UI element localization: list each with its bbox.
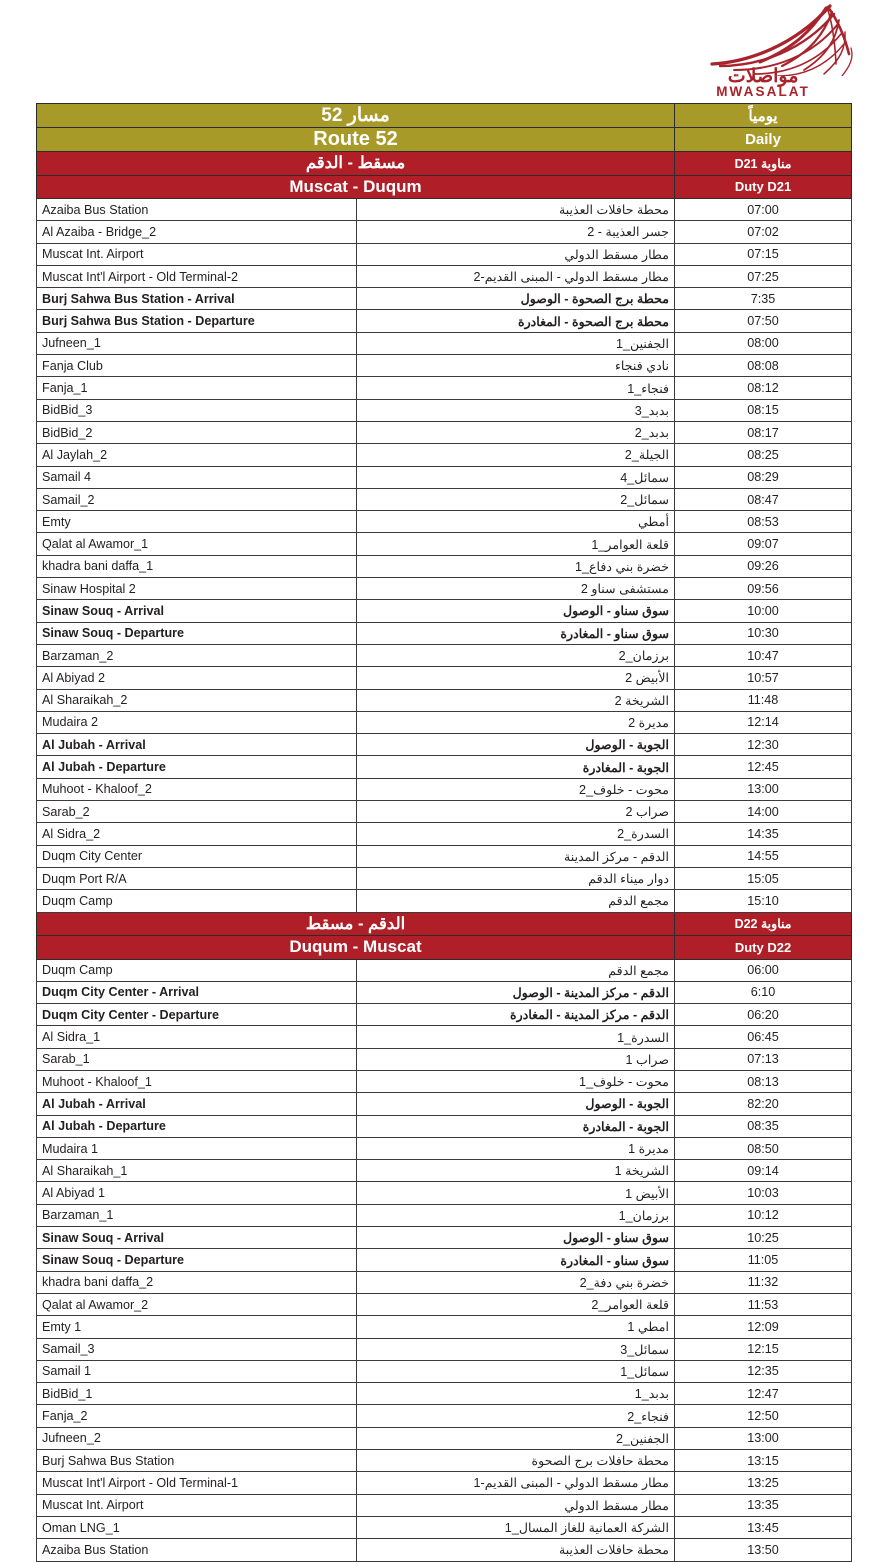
stop-name-english: khadra bani daffa_2 <box>37 1271 357 1293</box>
stop-name-english: Al Sharaikah_2 <box>37 689 357 711</box>
stop-time: 11:32 <box>675 1271 852 1293</box>
stop-name-english: Al Sharaikah_1 <box>37 1160 357 1182</box>
stop-name-arabic: مديرة 2 <box>357 711 675 733</box>
mwasalat-logo <box>698 4 858 100</box>
stop-time: 07:15 <box>675 243 852 265</box>
stop-time: 08:47 <box>675 488 852 510</box>
table-row <box>37 421 852 443</box>
stop-time: 10:47 <box>675 644 852 666</box>
stop-time: 08:50 <box>675 1137 852 1159</box>
section-0-direction-row-arabic <box>37 152 852 176</box>
stop-name-english: Sinaw Hospital 2 <box>37 578 357 600</box>
stop-name-english: Emty <box>37 511 357 533</box>
table-row <box>37 823 852 845</box>
stop-name-arabic: مطار مسقط الدولي <box>357 243 675 265</box>
stop-time: 13:50 <box>675 1539 852 1561</box>
table-row <box>37 1539 852 1561</box>
table-row <box>37 199 852 221</box>
stop-time: 09:07 <box>675 533 852 555</box>
table-row <box>37 1450 852 1472</box>
frequency-arabic: يومياً <box>675 104 852 128</box>
section-0-duty-english: Duty D21 <box>675 175 852 199</box>
stop-name-arabic: سمائل_2 <box>357 488 675 510</box>
table-row <box>37 243 852 265</box>
route-title-arabic: مسار 52 <box>37 104 675 128</box>
stop-name-english: Samail 1 <box>37 1360 357 1382</box>
stop-name-english: Fanja Club <box>37 355 357 377</box>
stop-name-arabic: سمائل_4 <box>357 466 675 488</box>
stop-time: 09:56 <box>675 578 852 600</box>
table-row <box>37 466 852 488</box>
stop-name-english: Al Jubah - Arrival <box>37 734 357 756</box>
stop-name-arabic: جسر العذيبة - 2 <box>357 221 675 243</box>
stop-name-english: Duqm Camp <box>37 959 357 981</box>
stop-name-arabic: برزمان_1 <box>357 1204 675 1226</box>
stop-time: 12:30 <box>675 734 852 756</box>
stop-name-arabic: سمائل_1 <box>357 1360 675 1382</box>
stop-name-arabic: صراب 2 <box>357 801 675 823</box>
timetable-body <box>37 104 852 1562</box>
stop-name-english: Duqm City Center <box>37 845 357 867</box>
section-0-direction-row-english <box>37 175 852 199</box>
stop-time: 15:05 <box>675 867 852 889</box>
stop-name-english: Al Jaylah_2 <box>37 444 357 466</box>
stop-name-arabic: محطة برج الصحوة - المغادرة <box>357 310 675 332</box>
stop-name-arabic: مطار مسقط الدولي - المبنى القديم-1 <box>357 1472 675 1494</box>
stop-name-english: Burj Sahwa Bus Station - Arrival <box>37 288 357 310</box>
stop-time: 08:00 <box>675 332 852 354</box>
table-row <box>37 511 852 533</box>
stop-name-english: Qalat al Awamor_1 <box>37 533 357 555</box>
logo-wordmark <box>716 67 810 99</box>
stop-name-arabic: مجمع الدقم <box>357 890 675 912</box>
stop-time: 6:10 <box>675 981 852 1003</box>
stop-time: 11:48 <box>675 689 852 711</box>
stop-name-english: Al Abiyad 2 <box>37 667 357 689</box>
table-row <box>37 332 852 354</box>
stop-name-english: Al Jubah - Departure <box>37 1115 357 1137</box>
stop-name-english: BidBid_3 <box>37 399 357 421</box>
table-row <box>37 1026 852 1048</box>
stop-name-english: Samail_3 <box>37 1338 357 1360</box>
stop-time: 10:30 <box>675 622 852 644</box>
stop-name-arabic: نادي فنجاء <box>357 355 675 377</box>
stop-name-english: Sarab_1 <box>37 1048 357 1070</box>
stop-time: 06:20 <box>675 1004 852 1026</box>
stop-name-arabic: بدبد_3 <box>357 399 675 421</box>
table-row <box>37 890 852 912</box>
table-row <box>37 981 852 1003</box>
table-row <box>37 555 852 577</box>
table-row <box>37 1249 852 1271</box>
stop-time: 08:53 <box>675 511 852 533</box>
stop-time: 08:13 <box>675 1070 852 1092</box>
stop-name-english: Fanja_1 <box>37 377 357 399</box>
stop-name-arabic: الشركة العمانية للغاز المسال_1 <box>357 1516 675 1538</box>
table-row <box>37 1383 852 1405</box>
stop-name-english: Muhoot - Khaloof_2 <box>37 778 357 800</box>
route-title-row-arabic <box>37 104 852 128</box>
stop-name-english: Muscat Int'l Airport - Old Terminal-1 <box>37 1472 357 1494</box>
route-title-row-english <box>37 128 852 152</box>
stop-name-arabic: سوق سناو - الوصول <box>357 1227 675 1249</box>
table-row <box>37 867 852 889</box>
table-row <box>37 1115 852 1137</box>
stop-time: 10:25 <box>675 1227 852 1249</box>
table-row <box>37 1405 852 1427</box>
stop-name-arabic: امطي 1 <box>357 1316 675 1338</box>
section-1-duty-arabic: مناوبة D22 <box>675 912 852 936</box>
stop-name-english: Sinaw Souq - Departure <box>37 622 357 644</box>
stop-name-english: Samail 4 <box>37 466 357 488</box>
section-0-duty-arabic: مناوبة D21 <box>675 152 852 176</box>
stop-name-arabic: سوق سناو - المغادرة <box>357 622 675 644</box>
section-0-direction-arabic: مسقط - الدقم <box>37 152 675 176</box>
logo-english-text: MWASALAT <box>716 83 810 99</box>
stop-time: 07:02 <box>675 221 852 243</box>
stop-time: 14:35 <box>675 823 852 845</box>
stop-time: 13:00 <box>675 1427 852 1449</box>
table-row <box>37 622 852 644</box>
stop-time: 11:05 <box>675 1249 852 1271</box>
stop-time: 12:50 <box>675 1405 852 1427</box>
stop-name-arabic: فنجاء_2 <box>357 1405 675 1427</box>
stop-time: 06:45 <box>675 1026 852 1048</box>
stop-time: 07:00 <box>675 199 852 221</box>
stop-name-english: Sinaw Souq - Arrival <box>37 600 357 622</box>
stop-time: 12:09 <box>675 1316 852 1338</box>
stop-name-english: Barzaman_1 <box>37 1204 357 1226</box>
stop-time: 10:00 <box>675 600 852 622</box>
table-row <box>37 1070 852 1092</box>
table-row <box>37 667 852 689</box>
stop-name-english: Al Sidra_2 <box>37 823 357 845</box>
table-row <box>37 600 852 622</box>
table-row <box>37 1316 852 1338</box>
stop-name-english: Muscat Int. Airport <box>37 243 357 265</box>
stop-time: 10:12 <box>675 1204 852 1226</box>
stop-name-arabic: الجوبة - الوصول <box>357 734 675 756</box>
stop-name-arabic: سمائل_3 <box>357 1338 675 1360</box>
stop-name-arabic: الجفنين_1 <box>357 332 675 354</box>
stop-name-arabic: بدبد_1 <box>357 1383 675 1405</box>
table-row <box>37 1516 852 1538</box>
section-1-direction-row-arabic <box>37 912 852 936</box>
section-1-direction-arabic: الدقم - مسقط <box>37 912 675 936</box>
stop-time: 07:50 <box>675 310 852 332</box>
stop-name-arabic: السدرة_2 <box>357 823 675 845</box>
table-row <box>37 221 852 243</box>
table-row <box>37 1182 852 1204</box>
stop-time: 13:15 <box>675 1450 852 1472</box>
table-row <box>37 1494 852 1516</box>
stop-name-english: Barzaman_2 <box>37 644 357 666</box>
table-row <box>37 1271 852 1293</box>
stop-name-arabic: خضرة بني دفة_2 <box>357 1271 675 1293</box>
section-1-direction-row-english <box>37 936 852 960</box>
table-row <box>37 1160 852 1182</box>
stop-name-english: Al Azaiba - Bridge_2 <box>37 221 357 243</box>
table-row <box>37 689 852 711</box>
table-row <box>37 377 852 399</box>
stop-name-arabic: الأبيض 1 <box>357 1182 675 1204</box>
stop-name-arabic: فنجاء_1 <box>357 377 675 399</box>
stop-name-english: Al Jubah - Arrival <box>37 1093 357 1115</box>
table-row <box>37 399 852 421</box>
stop-name-arabic: خضرة بني دفاع_1 <box>357 555 675 577</box>
stop-name-arabic: مستشفى سناو 2 <box>357 578 675 600</box>
stop-time: 09:14 <box>675 1160 852 1182</box>
stop-name-english: Azaiba Bus Station <box>37 199 357 221</box>
table-row <box>37 310 852 332</box>
stop-name-english: Burj Sahwa Bus Station <box>37 1450 357 1472</box>
table-row <box>37 1004 852 1026</box>
stop-name-arabic: محوت - خلوف_1 <box>357 1070 675 1092</box>
stop-time: 13:45 <box>675 1516 852 1538</box>
stop-name-arabic: الدقم - مركز المدينة <box>357 845 675 867</box>
table-row <box>37 1137 852 1159</box>
stop-time: 13:00 <box>675 778 852 800</box>
stop-name-english: Sarab_2 <box>37 801 357 823</box>
route-title-english: Route 52 <box>37 128 675 152</box>
table-row <box>37 578 852 600</box>
stop-time: 15:10 <box>675 890 852 912</box>
table-row <box>37 1427 852 1449</box>
stop-name-english: Muscat Int'l Airport - Old Terminal-2 <box>37 265 357 287</box>
table-row <box>37 959 852 981</box>
stop-time: 07:13 <box>675 1048 852 1070</box>
stop-time: 14:55 <box>675 845 852 867</box>
stop-time: 08:08 <box>675 355 852 377</box>
table-row <box>37 711 852 733</box>
stop-name-english: Sinaw Souq - Arrival <box>37 1227 357 1249</box>
stop-name-arabic: الجوبة - المغادرة <box>357 756 675 778</box>
stop-time: 82:20 <box>675 1093 852 1115</box>
stop-time: 12:35 <box>675 1360 852 1382</box>
table-row <box>37 778 852 800</box>
stop-name-arabic: السدرة_1 <box>357 1026 675 1048</box>
table-row <box>37 801 852 823</box>
stop-name-arabic: الشريخة 1 <box>357 1160 675 1182</box>
stop-name-english: khadra bani daffa_1 <box>37 555 357 577</box>
stop-name-arabic: الدقم - مركز المدينة - المغادرة <box>357 1004 675 1026</box>
stop-name-english: BidBid_1 <box>37 1383 357 1405</box>
stop-time: 08:35 <box>675 1115 852 1137</box>
stop-time: 12:47 <box>675 1383 852 1405</box>
stop-time: 12:14 <box>675 711 852 733</box>
stop-name-arabic: الأبيض 2 <box>357 667 675 689</box>
stop-name-arabic: محطة حافلات برج الصحوة <box>357 1450 675 1472</box>
stop-name-arabic: دوار ميناء الدقم <box>357 867 675 889</box>
table-row <box>37 1360 852 1382</box>
stop-name-english: BidBid_2 <box>37 421 357 443</box>
stop-name-arabic: محطة حافلات العذيبة <box>357 1539 675 1561</box>
stop-name-english: Muscat Int. Airport <box>37 1494 357 1516</box>
table-row <box>37 265 852 287</box>
stop-time: 13:35 <box>675 1494 852 1516</box>
section-1-direction-english: Duqum - Muscat <box>37 936 675 960</box>
stop-name-arabic: مديرة 1 <box>357 1137 675 1159</box>
stop-time: 07:25 <box>675 265 852 287</box>
table-row <box>37 444 852 466</box>
stop-name-arabic: الجفنين_2 <box>357 1427 675 1449</box>
stop-time: 09:26 <box>675 555 852 577</box>
table-row <box>37 355 852 377</box>
stop-name-arabic: الجوبة - الوصول <box>357 1093 675 1115</box>
table-row <box>37 644 852 666</box>
table-row <box>37 1227 852 1249</box>
stop-name-arabic: الشريخة 2 <box>357 689 675 711</box>
stop-name-english: Al Sidra_1 <box>37 1026 357 1048</box>
stop-name-english: Oman LNG_1 <box>37 1516 357 1538</box>
stop-name-english: Fanja_2 <box>37 1405 357 1427</box>
stop-time: 08:15 <box>675 399 852 421</box>
stop-time: 7:35 <box>675 288 852 310</box>
stop-name-english: Emty 1 <box>37 1316 357 1338</box>
stop-name-english: Duqm Camp <box>37 890 357 912</box>
table-row <box>37 845 852 867</box>
stop-name-english: Qalat al Awamor_2 <box>37 1293 357 1315</box>
stop-time: 10:57 <box>675 667 852 689</box>
stop-name-english: Jufneen_2 <box>37 1427 357 1449</box>
stop-name-arabic: الدقم - مركز المدينة - الوصول <box>357 981 675 1003</box>
stop-name-arabic: الجيلة_2 <box>357 444 675 466</box>
stop-name-english: Al Jubah - Departure <box>37 756 357 778</box>
section-1-duty-english: Duty D22 <box>675 936 852 960</box>
section-0-direction-english: Muscat - Duqum <box>37 175 675 199</box>
stop-name-english: Al Abiyad 1 <box>37 1182 357 1204</box>
stop-name-english: Duqm City Center - Departure <box>37 1004 357 1026</box>
table-row <box>37 1472 852 1494</box>
stop-name-english: Muhoot - Khaloof_1 <box>37 1070 357 1092</box>
stop-name-arabic: محوت - خلوف_2 <box>357 778 675 800</box>
table-row <box>37 1204 852 1226</box>
table-row <box>37 533 852 555</box>
stop-name-arabic: برزمان_2 <box>357 644 675 666</box>
stop-time: 11:53 <box>675 1293 852 1315</box>
stop-time: 08:25 <box>675 444 852 466</box>
stop-time: 08:29 <box>675 466 852 488</box>
table-row <box>37 1293 852 1315</box>
table-row <box>37 756 852 778</box>
stop-name-english: Duqm Port R/A <box>37 867 357 889</box>
stop-name-english: Sinaw Souq - Departure <box>37 1249 357 1271</box>
table-row <box>37 734 852 756</box>
table-row <box>37 1338 852 1360</box>
stop-name-arabic: مجمع الدقم <box>357 959 675 981</box>
stop-name-english: Mudaira 2 <box>37 711 357 733</box>
stop-name-english: Samail_2 <box>37 488 357 510</box>
route-52-timetable <box>36 103 852 1562</box>
table-row <box>37 488 852 510</box>
stop-time: 08:12 <box>675 377 852 399</box>
table-row <box>37 288 852 310</box>
stop-name-arabic: قلعة العوامر_1 <box>357 533 675 555</box>
stop-name-arabic: قلعة العوامر_2 <box>357 1293 675 1315</box>
stop-time: 08:17 <box>675 421 852 443</box>
stop-time: 10:03 <box>675 1182 852 1204</box>
stop-name-arabic: صراب 1 <box>357 1048 675 1070</box>
table-row <box>37 1093 852 1115</box>
table-row <box>37 1048 852 1070</box>
stop-time: 12:15 <box>675 1338 852 1360</box>
stop-name-english: Mudaira 1 <box>37 1137 357 1159</box>
stop-name-arabic: مطار مسقط الدولي - المبنى القديم-2 <box>357 265 675 287</box>
logo-arabic-text: مواصلات <box>727 65 799 87</box>
frequency-english: Daily <box>675 128 852 152</box>
stop-name-english: Duqm City Center - Arrival <box>37 981 357 1003</box>
stop-name-arabic: بدبد_2 <box>357 421 675 443</box>
stop-name-arabic: مطار مسقط الدولي <box>357 1494 675 1516</box>
stop-name-english: Burj Sahwa Bus Station - Departure <box>37 310 357 332</box>
stop-time: 06:00 <box>675 959 852 981</box>
stop-name-arabic: الجوبة - المغادرة <box>357 1115 675 1137</box>
stop-name-arabic: محطة حافلات العذيبة <box>357 199 675 221</box>
stop-name-english: Jufneen_1 <box>37 332 357 354</box>
stop-time: 13:25 <box>675 1472 852 1494</box>
stop-name-english: Azaiba Bus Station <box>37 1539 357 1561</box>
stop-time: 14:00 <box>675 801 852 823</box>
stop-name-arabic: محطة برج الصحوة - الوصول <box>357 288 675 310</box>
stop-name-arabic: أمطي <box>357 511 675 533</box>
stop-time: 12:45 <box>675 756 852 778</box>
stop-name-arabic: سوق سناو - المغادرة <box>357 1249 675 1271</box>
stop-name-arabic: سوق سناو - الوصول <box>357 600 675 622</box>
